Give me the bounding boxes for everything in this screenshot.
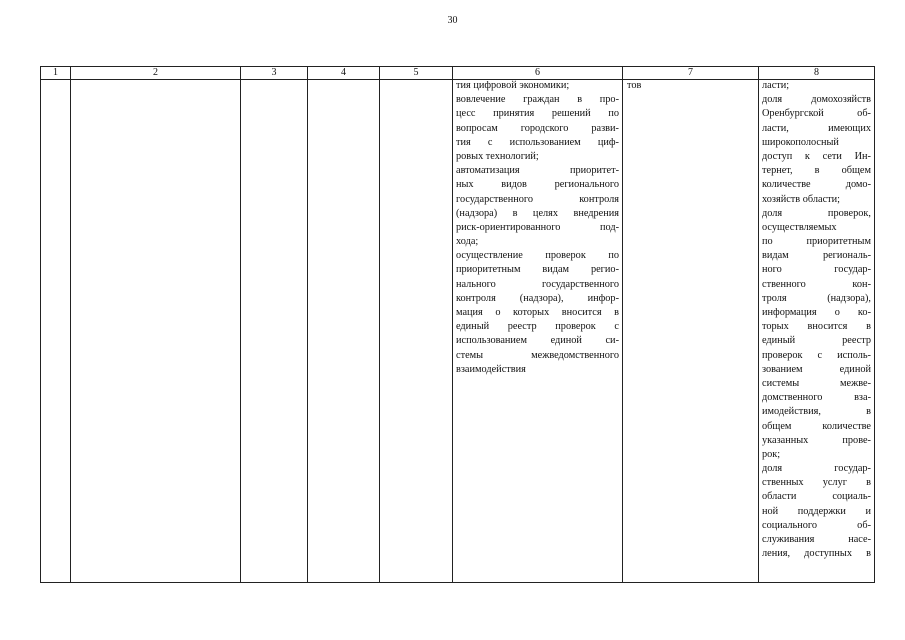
- page-number: 30: [447, 15, 458, 26]
- text-line: осуществляемых: [762, 221, 837, 233]
- text-line: по приоритетным: [762, 236, 871, 248]
- text-line: ласти;: [762, 80, 790, 91]
- cell-col-5: [380, 80, 453, 583]
- text-line: троля (надзора),: [762, 292, 871, 304]
- text-line: широкополосный: [762, 136, 839, 148]
- text-line: хозяйств области;: [762, 193, 841, 205]
- text-line: общем количестве: [762, 420, 871, 432]
- text-line: риск-ориентированного под-: [456, 221, 619, 233]
- cell-col-4: [308, 80, 380, 583]
- text-line: доля проверок,: [762, 207, 871, 219]
- text-line: ласти, имеющих: [762, 122, 871, 134]
- col7-text: [623, 79, 758, 93]
- text-line: государственного контроля: [456, 193, 619, 205]
- text-line: доля государ-: [762, 463, 871, 475]
- text-line: области социаль-: [762, 491, 871, 503]
- column-header-3: 3: [241, 67, 308, 80]
- cell-col-3: [241, 80, 308, 583]
- table-row: [41, 80, 875, 583]
- text-line: осуществление проверок по: [456, 250, 619, 262]
- text-line: цесс принятия решений по: [456, 108, 619, 120]
- cell-col-1: [41, 80, 71, 583]
- text-line: информация о ко-: [762, 307, 871, 318]
- text-line: контроля (надзора), инфор-: [456, 292, 619, 304]
- text-line: (надзора) в целях внедрения: [456, 207, 619, 219]
- text-line: стемы межведомственного: [456, 349, 619, 361]
- text-line: доступ к сети Ин-: [762, 150, 871, 162]
- text-line: ственных услуг в: [762, 477, 871, 489]
- text-line: ных видов регионального: [456, 179, 619, 191]
- text-line: ления, доступных в: [762, 548, 871, 560]
- text-line: тия с использованием циф-: [456, 136, 619, 148]
- text-line: тия цифровой экономики;: [456, 80, 570, 91]
- text-line: проверок с исполь-: [762, 349, 871, 361]
- text-line: указанных прове-: [762, 434, 871, 446]
- text-line: домственного вза-: [762, 392, 871, 404]
- text-line: Оренбургской об-: [762, 108, 871, 120]
- text-line: ного государ-: [762, 264, 871, 276]
- column-header-1: 1: [41, 67, 71, 80]
- column-header-7: 7: [623, 67, 759, 80]
- text-line: нального государственного: [456, 278, 619, 290]
- cell-col-2: [71, 80, 241, 583]
- text-line: рок;: [762, 448, 781, 460]
- text-line: ровых технологий;: [456, 150, 539, 162]
- column-header-5: 5: [380, 67, 453, 80]
- text-line: использованием единой си-: [456, 335, 619, 347]
- text-line: ственного кон-: [762, 278, 871, 290]
- text-line: системы межве-: [762, 377, 871, 389]
- text-line: количестве домо-: [762, 179, 871, 191]
- header-row: [41, 67, 875, 80]
- text-line: зованием единой: [762, 363, 871, 375]
- text-line: видам региональ-: [762, 250, 871, 262]
- text-line: единый реестр: [762, 335, 871, 347]
- cell-col-8: [759, 80, 875, 583]
- col8-text: [759, 79, 874, 561]
- text-line: мация о которых вносится в: [456, 307, 619, 318]
- text-line: тов: [627, 80, 642, 91]
- text-line: тернет, в общем: [762, 165, 871, 177]
- text-line: социального об-: [762, 519, 871, 531]
- cell-col-6: [453, 80, 623, 583]
- text-line: хода;: [456, 236, 479, 248]
- text-line: автоматизация приоритет-: [456, 165, 619, 177]
- column-header-2: 2: [71, 67, 241, 80]
- text-line: торых вносится в: [762, 321, 871, 333]
- column-header-4: 4: [308, 67, 380, 80]
- col6-text: [453, 79, 622, 377]
- text-line: вовлечение граждан в про-: [456, 94, 619, 106]
- text-line: единый реестр проверок с: [456, 321, 619, 333]
- text-line: служивания насе-: [762, 534, 871, 545]
- column-header-6: 6: [453, 67, 623, 80]
- cell-col-7: [623, 80, 759, 583]
- text-line: имодействия, в: [762, 406, 871, 418]
- document-table: [40, 66, 875, 583]
- text-line: приоритетным видам регио-: [456, 264, 619, 276]
- text-line: доля домохозяйств: [762, 94, 871, 106]
- column-header-8: 8: [759, 67, 875, 80]
- text-line: вопросам городского разви-: [456, 122, 619, 134]
- text-line: ной поддержки и: [762, 505, 871, 517]
- text-line: взаимодействия: [456, 363, 526, 375]
